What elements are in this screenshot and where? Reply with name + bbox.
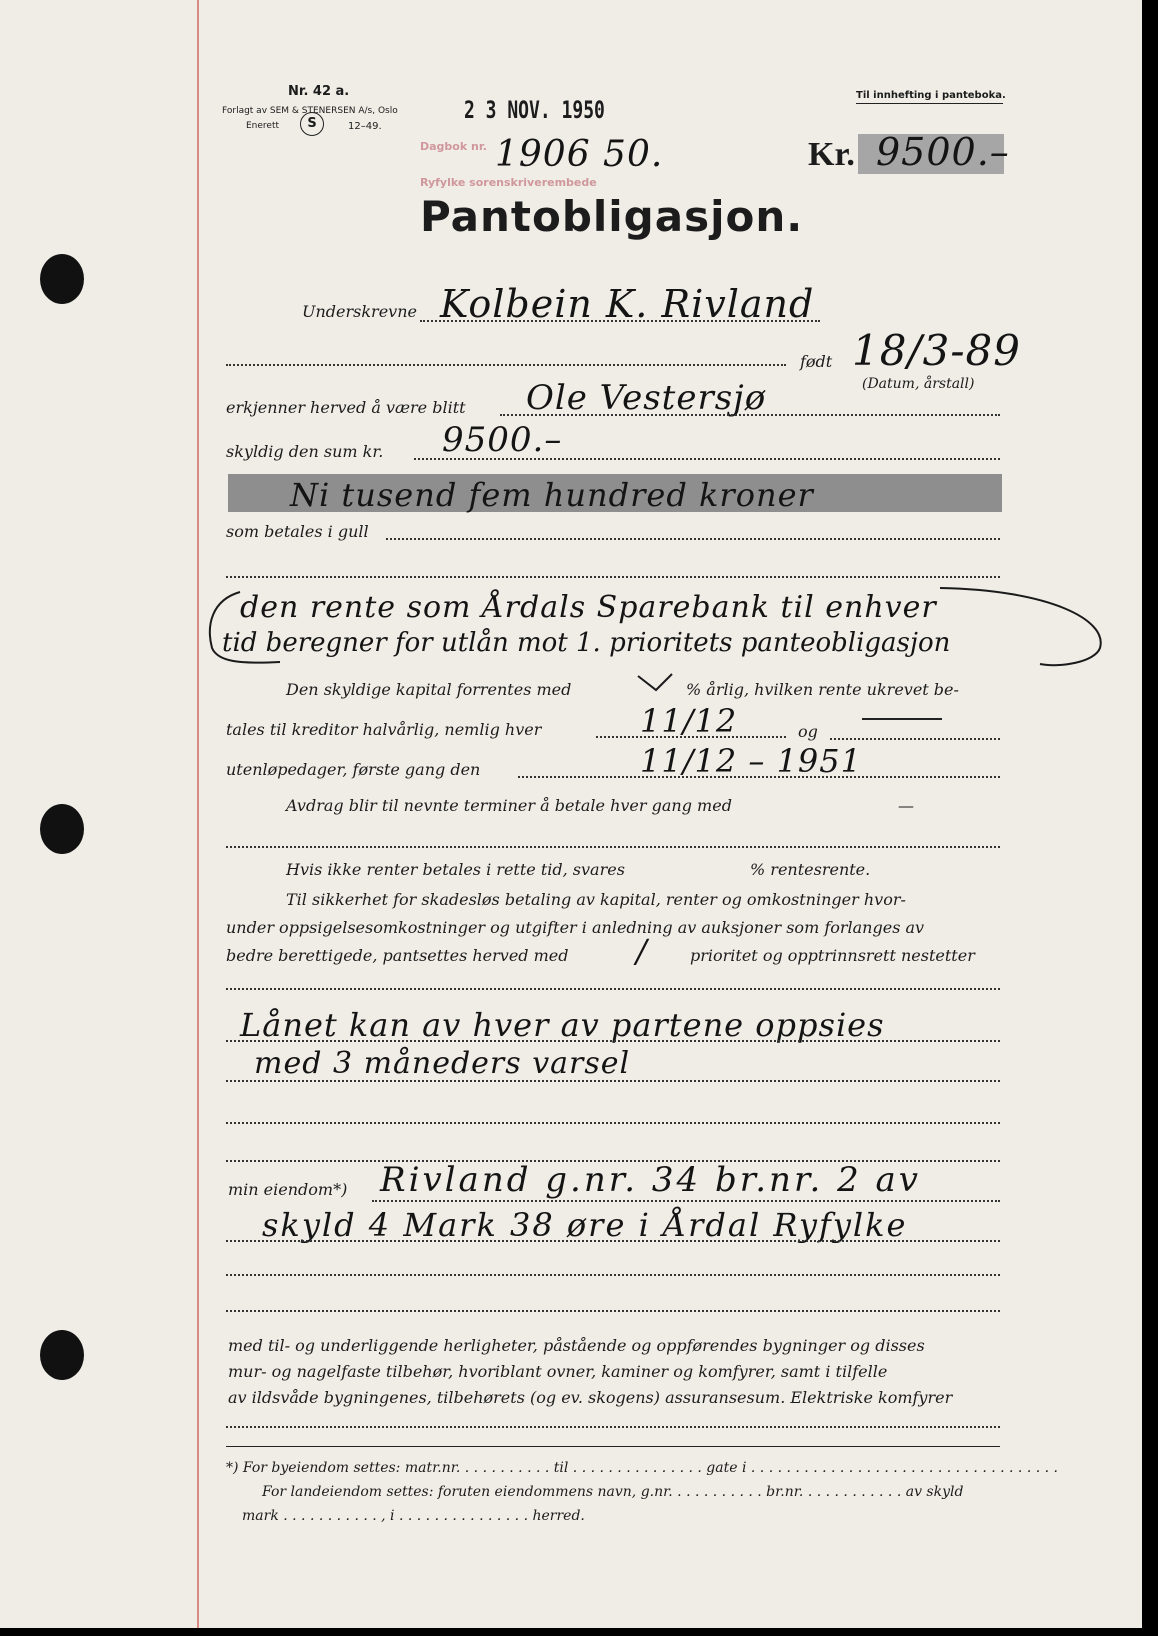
fill-line: [372, 1200, 1000, 1202]
sum-words: Ni tusend fem hundred kroner: [290, 476, 814, 514]
tilbehor-line2: mur- og nagelfaste tilbehør, hvoriblant ovner, kaminer og komfyrer, samt i tilfelle: [228, 1362, 888, 1381]
rentesrente: % rentesrente.: [750, 860, 871, 879]
fodt-value: 18/3-89: [852, 326, 1021, 375]
fill-line: [226, 988, 1000, 990]
kr-label: Kr.: [808, 136, 855, 173]
kr-amount: 9500.–: [876, 130, 1010, 174]
fill-line: [226, 1240, 1000, 1242]
gull-label: som betales i gull: [226, 522, 369, 541]
eiendom-line2: skyld 4 Mark 38 øre i Årdal Ryfylke: [262, 1206, 908, 1244]
publisher-logo: S: [300, 112, 324, 136]
sikkerhet-line3: bedre berettigede, pantsettes herved med: [226, 946, 569, 965]
publisher-enerett: Enerett: [246, 121, 280, 131]
renter-line: Hvis ikke renter betales i rette tid, svares: [286, 860, 625, 879]
fill-line: [226, 846, 1000, 848]
datum-hint: (Datum, årstall): [862, 376, 975, 392]
erkjenner-label: erkjenner herved å være blitt: [226, 398, 466, 417]
fill-line: [226, 1122, 1000, 1124]
fill-line: [226, 1426, 1000, 1428]
dagbok-stamp: Dagbok nr.: [420, 140, 487, 153]
halvarlig-label: tales til kreditor halvårlig, nemlig hver: [226, 720, 542, 739]
sikkerhet-line3b: prioritet og opptrinnsrett nestetter: [690, 946, 975, 965]
footnote-rule: [226, 1446, 1000, 1447]
utenlope-label: utenløpedager, første gang den: [226, 760, 481, 779]
kapital-line: Den skyldige kapital forrentes med: [286, 680, 572, 699]
avdrag-label: Avdrag blir til nevnte terminer å betale hver gang med: [286, 796, 732, 815]
prioritet-value: /: [636, 932, 648, 970]
binding-note: Til innhefting i panteboka.: [856, 90, 1006, 101]
fodt-label: født: [800, 352, 833, 371]
skyldig-label: skyldig den sum kr.: [226, 442, 384, 461]
page-title: Pantobligasjon.: [420, 192, 804, 241]
skyldig-value: 9500.–: [442, 420, 563, 460]
publisher-line: Forlagt av SEM & STENERSEN A/s, Oslo: [222, 106, 398, 116]
rente-note-line2: tid beregner for utlån mot 1. prioritets panteobligasjon: [222, 628, 951, 658]
fill-line: [830, 738, 1000, 740]
og-label: og: [798, 722, 818, 741]
pct-arlig: % årlig, hvilken rente ukrevet be-: [686, 680, 959, 699]
footnote-line2: For landeiendom settes: foruten eiendommens navn, g.nr. . . . . . . . . . . br.nr. . . . . . . . . . . . av skyld: [262, 1484, 964, 1500]
office-stamp: Ryfylke sorenskriverembede: [420, 176, 597, 189]
utenlope-value: 11/12 – 1951: [640, 742, 862, 780]
fill-line: [226, 1310, 1000, 1312]
sikkerhet-line2: under oppsigelsesomkostninger og utgifter i anledning av auksjoner som forlanges av: [226, 918, 925, 937]
form-number: Nr. 42 a.: [288, 84, 350, 99]
tilbehor-line3: av ildsvåde bygningenes, tilbehørets (og ev. skogens) assuransesum. Elektriske komfyrer: [228, 1388, 953, 1407]
tilbehor-line1: med til- og underliggende herligheter, påstående og oppførendes bygninger og disses: [228, 1336, 925, 1355]
sikkerhet-line1: Til sikkerhet for skadesløs betaling av kapital, renter og omkostninger hvor-: [286, 890, 906, 909]
date-stamp: 2 3 NOV. 1950: [464, 96, 605, 124]
footnote-line3: mark . . . . . . . . . . . , i . . . . . . . . . . . . . . . herred.: [242, 1508, 585, 1524]
rente-note-line1: den rente som Årdals Sparebank til enhver: [240, 590, 937, 625]
fill-line: [226, 1080, 1000, 1082]
erkjenner-value: Ole Vestersjø: [526, 378, 767, 418]
extra-line2: med 3 måneders varsel: [254, 1046, 631, 1081]
fill-line: [226, 1040, 1000, 1042]
avdrag-value: —: [898, 796, 914, 815]
dagbok-number: 1906 50.: [495, 134, 664, 175]
publisher-date: 12–49.: [348, 121, 382, 132]
underskrevne-value: Kolbein K. Rivland: [440, 282, 815, 326]
extra-line1: Lånet kan av hver av partene oppsies: [240, 1006, 885, 1044]
eiendom-label: min eiendom*): [228, 1180, 348, 1199]
fill-line: [226, 1274, 1000, 1276]
halvarlig-value: 11/12: [640, 702, 738, 740]
footnote-line1: *) For byeiendom settes: matr.nr. . . . . . . . . . . til . . . . . . . . . . . . . . . gate i . . . . . . . . . . . . . . . . . . . . . . . . . . . . . . . . . . .: [226, 1460, 1058, 1476]
eiendom-line1: Rivland g.nr. 34 br.nr. 2 av: [380, 1160, 922, 1200]
underskrevne-label: Underskrevne: [302, 302, 417, 321]
og-dash: [862, 718, 942, 720]
